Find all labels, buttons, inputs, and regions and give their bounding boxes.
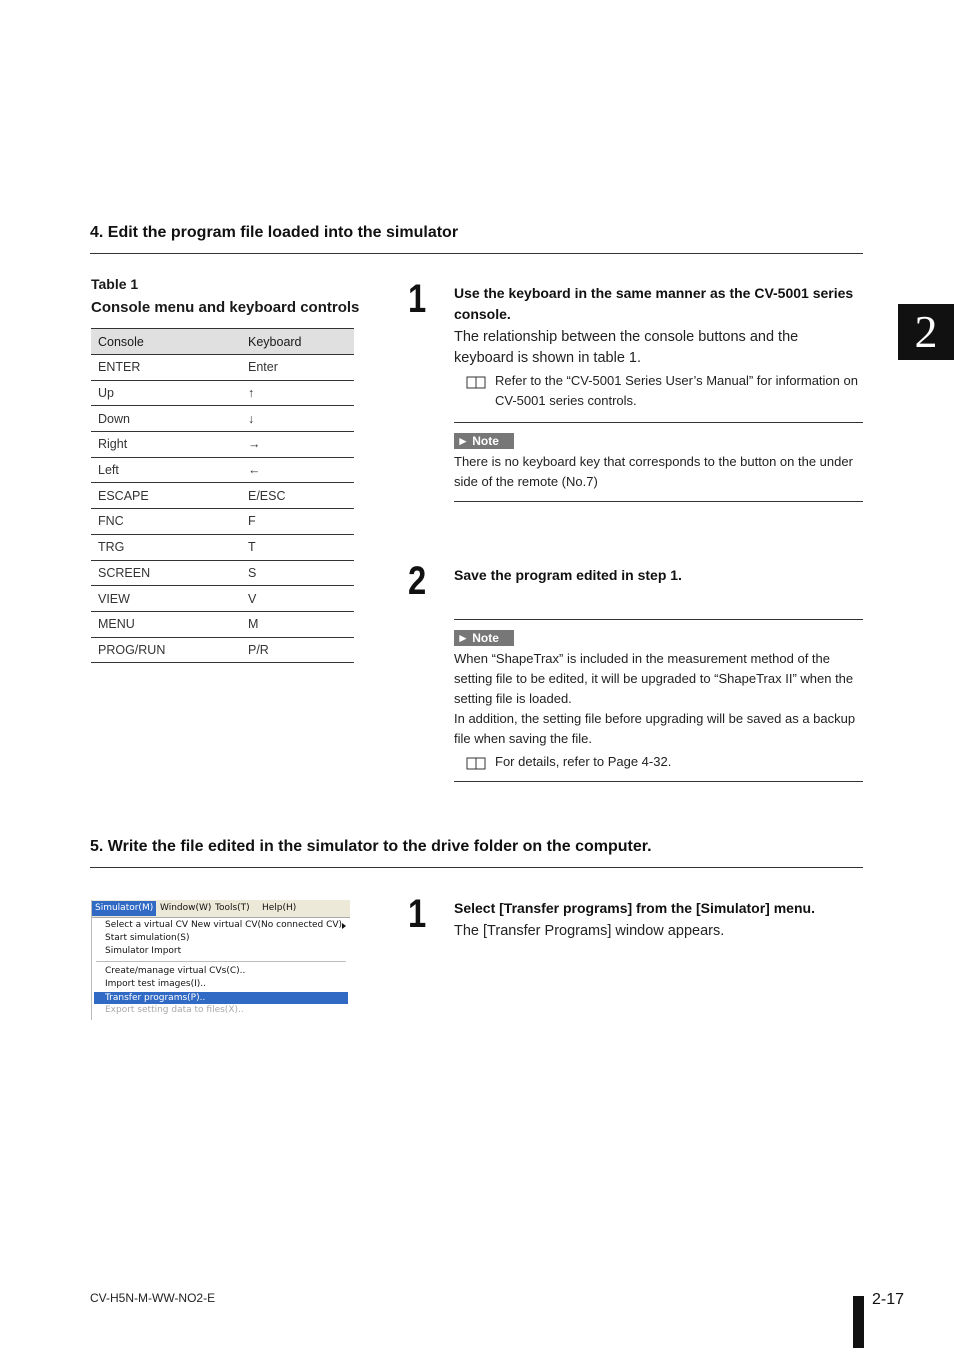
step-1b-heading: Select [Transfer programs] from the [Simulator] menu. [454,900,815,916]
table-row [91,560,354,586]
section-4-rule [90,253,863,254]
console-cell: ESCAPE [91,483,248,509]
keyboard-cell: ↓ [248,406,354,432]
console-cell: ENTER [91,355,248,381]
simulator-menu-screenshot [91,900,350,1020]
menu-window[interactable]: Window(W) [160,903,212,913]
note-2-text: When “ShapeTrax” is included in the measurement method of the setting file to be edited, it will be upgraded to “ShapeTrax II” when the setting file is loaded. [454,651,854,706]
note-2-bottom-rule [454,781,863,782]
chapter-tab: 2 [898,304,954,360]
table-row [91,380,354,406]
menu-item-import-test-images[interactable]: Import test images(I).. [105,979,206,989]
note-1-badge: ► Note [454,433,514,449]
step-1b-body: The [Transfer Programs] window appears. [454,923,725,939]
menu-separator [96,961,346,962]
console-cell: Up [91,380,248,406]
keyboard-cell: P/R [248,637,354,663]
step-1-number: 1 [408,277,427,321]
menu-item-transfer-programs[interactable]: Transfer programs(P).. [94,992,348,1004]
keyboard-cell: S [248,560,354,586]
console-cell: Down [91,406,248,432]
note-1-text: There is no keyboard key that corresponds to the button on the under side of the remote (No.7) [454,454,853,489]
table-caption: Console menu and keyboard controls [91,299,360,316]
section-4-title: 4. Edit the program file loaded into the simulator [90,224,459,241]
menu-item-simulator-import[interactable]: Simulator Import [105,946,182,956]
note-1-top-rule [454,422,863,423]
table-row [91,611,354,637]
menu-item-select-virtual-cv[interactable]: Select a virtual CV New virtual CV(No connected CV) [105,920,343,930]
note-2-top-rule [454,619,863,620]
section-5-title: 5. Write the file edited in the simulator to the drive folder on the computer. [90,838,652,855]
step-2-heading: Save the program edited in step 1. [454,567,682,583]
console-cell: VIEW [91,586,248,612]
keyboard-cell: V [248,586,354,612]
book-icon [466,756,486,770]
table-row [91,509,354,535]
console-cell: PROG/RUN [91,637,248,663]
table-row [91,406,354,432]
step-2-number: 2 [408,559,427,603]
console-cell: FNC [91,509,248,535]
keyboard-cell: T [248,534,354,560]
menu-bar [92,900,350,918]
submenu-arrow-icon [342,923,346,929]
book-icon [466,375,486,389]
page-marker-bar [853,1296,864,1348]
console-keyboard-table [91,328,354,663]
section-5-rule [90,867,863,868]
page-number: 2-17 [872,1291,905,1308]
note-2-badge: ► Note [454,630,514,646]
table-header-row [91,329,354,355]
menu-help[interactable]: Help(H) [262,903,297,913]
step-1-heading: Use the keyboard in the same manner as the CV-5001 series console. [454,285,854,322]
console-cell: MENU [91,611,248,637]
table-row [91,534,354,560]
menu-item-create-manage[interactable]: Create/manage virtual CVs(C).. [105,966,246,976]
note-1-bottom-rule [454,501,863,502]
console-cell: TRG [91,534,248,560]
step-1-body: The relationship between the console buttons and the keyboard is shown in table 1. [454,329,799,366]
keyboard-cell: F [248,509,354,535]
step-1-reference: Refer to the “CV-5001 Series User’s Manual” for information on CV-5001 series controls. [495,373,858,408]
keyboard-cell: M [248,611,354,637]
table-row [91,483,354,509]
keyboard-cell: ← [248,457,354,483]
header-keyboard: Keyboard [248,329,354,355]
menu-item-export-setting-data: Export setting data to files(X).. [105,1005,244,1015]
note-2-text-continued: In addition, the setting file before upgrading will be saved as a backup file when saving the file. [454,711,856,746]
menu-simulator[interactable]: Simulator(M) [92,901,156,916]
header-console: Console [91,329,248,355]
menu-item-start-simulation[interactable]: Start simulation(S) [105,933,190,943]
document-code: CV-H5N-M-WW-NO2-E [90,1291,216,1305]
console-cell: Right [91,432,248,458]
keyboard-cell: ↑ [248,380,354,406]
console-cell: Left [91,457,248,483]
console-cell: SCREEN [91,560,248,586]
keyboard-cell: → [248,432,354,458]
table-row [91,355,354,381]
menu-tools[interactable]: Tools(T) [215,903,250,913]
table-row [91,432,354,458]
step-1b-number: 1 [408,892,427,936]
table-label: Table 1 [91,276,139,292]
table-row [91,457,354,483]
step-2-reference: For details, refer to Page 4-32. [495,754,672,769]
table-row [91,637,354,663]
keyboard-cell: E/ESC [248,483,354,509]
table-row [91,586,354,612]
keyboard-cell: Enter [248,355,354,381]
